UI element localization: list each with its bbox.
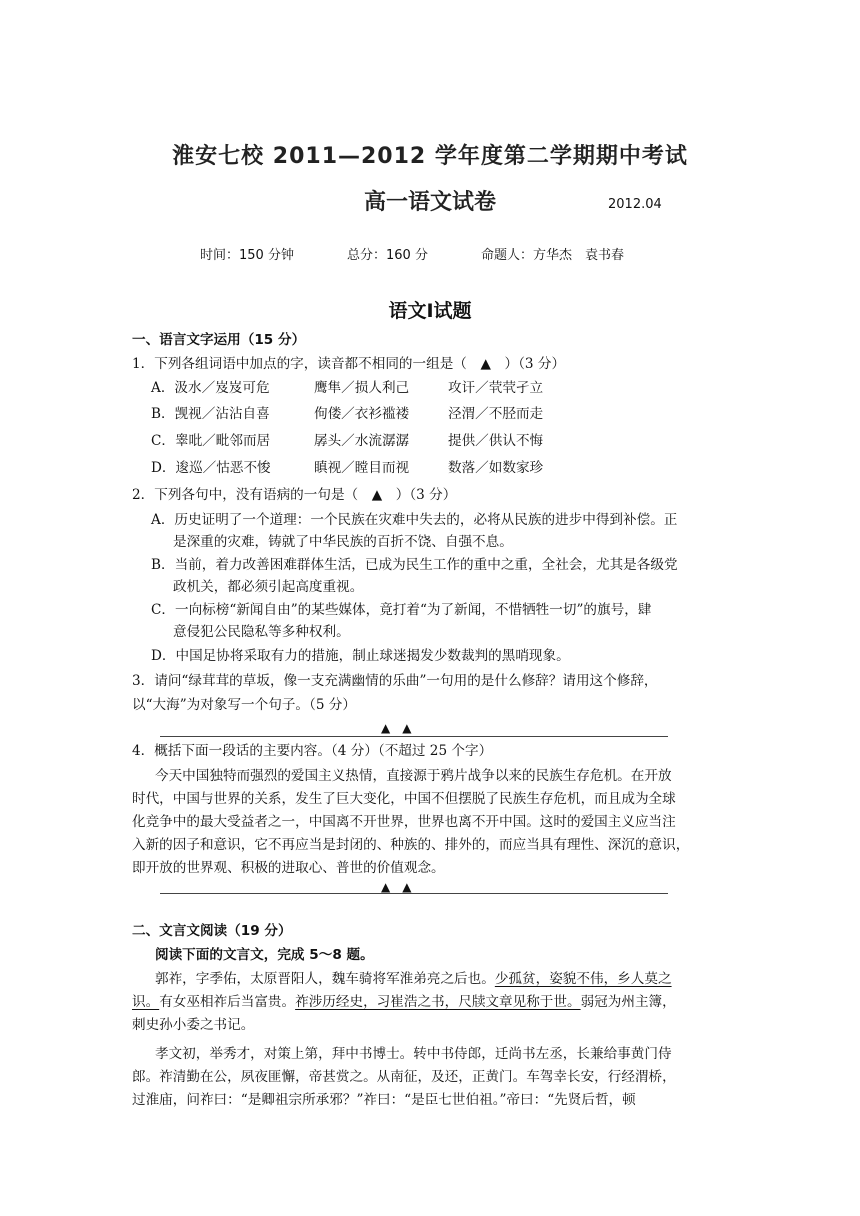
exam-total-score: 总分：160 分 — [347, 248, 428, 263]
q1-option-d-2: 瞋视／瞠目而视 — [314, 460, 410, 476]
q1-stem: 1．下列各组词语中加点的字，读音都不相同的一组是（ ▲ ）（3 分） — [132, 356, 566, 372]
q1-option-a-3: 攻讦／茕茕孑立 — [448, 380, 544, 396]
q2-option-c-line2: 意侵犯公民隐私等多种权利。 — [173, 624, 350, 640]
passage-line3: 刺史孙小委之书记。 — [132, 1017, 255, 1033]
passage-line6: 过淮庙，问祚曰：“是卿祖宗所承邪？”祚曰：“是臣七世伯祖。”帝曰：“先贤后哲，顿 — [132, 1092, 636, 1108]
passage-line5: 郎。祚清勤在公，夙夜匪懈，帝甚赏之。从南征，及还，正黄门。车驾幸长安，行经渭桥， — [132, 1069, 676, 1085]
q1-option-c-3: 提供／供认不悔 — [448, 433, 544, 449]
q2-option-c-line1: C．一向标榜“新闻自由”的某些媒体，竟打着“为了新闻，不惜牺牲一切”的旗号，肆 — [151, 602, 652, 618]
q2-option-b-line2: 政机关，都必须引起高度重视。 — [173, 579, 364, 595]
part1-heading: 一、语言文字运用（15 分） — [132, 332, 306, 348]
exam-time: 时间：150 分钟 — [200, 248, 294, 263]
q1-option-d-1: D．逡巡／怙恶不悛 — [151, 460, 271, 476]
q4-stem: 4．概括下面一段话的主要内容。（4 分）（不超过 25 个字） — [132, 743, 493, 759]
q2-option-d: D．中国足协将采取有力的措施，制止球迷揭发少数裁判的黑哨现象。 — [151, 648, 570, 664]
passage-line2-b: 有女巫相祚后当富贵。 — [159, 994, 296, 1010]
q4-passage-line1: 今天中国独特而强烈的爱国主义热情，直接源于鸦片战争以来的民族生存危机。在开放 — [155, 768, 672, 784]
passage-line2 — [132, 992, 676, 1012]
passage-line2-underlined-c: 祚涉历经史，习崔浩之书，尺牍文章见称于世。 — [295, 994, 581, 1010]
q3-line1: 3．请问“绿茸茸的草坂，像一支充满幽情的乐曲”一句用的是什么修辞？请用这个修辞， — [132, 673, 658, 689]
passage-line1-a: 郭祚，字季佑，太原晋阳人，魏车骑将军淮弟亮之后也。 — [155, 971, 495, 987]
q3-line2: 以“大海”为对象写一个句子。（5 分） — [132, 697, 356, 713]
q1-option-c-1: C．睾吡／毗邻而居 — [151, 433, 271, 449]
q2-option-a-line1: A．历史证明了一个道理：一个民族在灾难中失去的，必将从民族的进步中得到补偿。正 — [151, 512, 678, 528]
q4-answer-marker: ▲ ▲ — [381, 880, 412, 894]
exam-date: 2012.04 — [608, 197, 662, 212]
q1-option-d-3: 数落／如数家珍 — [448, 460, 544, 476]
part2-heading: 二、文言文阅读（19 分） — [132, 923, 292, 939]
part2-intro: 阅读下面的文言文，完成 5～8 题。 — [155, 947, 374, 963]
passage-line4: 孝文初，举秀才，对策上第，拜中书博士。转中书侍郎，迁尚书左丞，长兼给事黄门侍 — [155, 1046, 672, 1062]
q2-option-b-line1: B．当前，着力改善困难群体生活，已成为民生工作的重中之重，全社会，尤其是各级党 — [151, 557, 678, 573]
section-title: 语文Ⅰ试题 — [388, 300, 472, 322]
q3-answer-marker: ▲ ▲ — [381, 721, 412, 735]
q1-option-a-2: 鹰隼／损人利己 — [314, 380, 410, 396]
passage-line2-d: 弱冠为州主簿， — [580, 994, 676, 1010]
q3-answer-line — [160, 736, 668, 737]
q4-answer-line — [160, 893, 668, 894]
exam-authors: 命题人：方华杰 袁书春 — [481, 248, 625, 263]
q1-option-b-1: B．觊视／沾沾自喜 — [151, 406, 270, 422]
q4-passage-line4: 入新的因子和意识，它不再应当是封闭的、种族的、排外的，而应当具有理性、深沉的意识， — [132, 837, 690, 853]
q4-passage-line2: 时代，中国与世界的关系，发生了巨大变化，中国不但摆脱了民族生存危机，而且成为全球 — [132, 791, 676, 807]
exam-title: 淮安七校 2011—2012 学年度第二学期期中考试 — [172, 144, 688, 169]
q1-option-b-2: 佝偻／衣衫褴褛 — [314, 406, 410, 422]
q4-passage-line3: 化竞争中的最大受益者之一，中国离不开世界，世界也离不开中国。这时的爱国主义应当注 — [132, 814, 676, 830]
passage-line1 — [155, 969, 672, 989]
q4-passage-line5: 即开放的世界观、积极的进取心、普世的价值观念。 — [132, 860, 445, 876]
paper-subtitle: 高一语文试卷 — [363, 190, 496, 215]
q1-option-b-3: 泾渭／不胫而走 — [448, 406, 544, 422]
q1-option-c-2: 孱头／水流潺潺 — [314, 433, 410, 449]
q2-stem: 2．下列各句中，没有语病的一句是（ ▲ ）（3 分） — [132, 487, 457, 503]
passage-line2-underlined-a: 识。 — [132, 994, 160, 1010]
q1-option-a-1: A．汲水／岌岌可危 — [151, 380, 270, 396]
passage-line1-underlined: 少孤贫，姿貌不伟，乡人莫之 — [494, 971, 672, 987]
q2-option-a-line2: 是深重的灾难，铸就了中华民族的百折不饶、自强不息。 — [173, 534, 513, 550]
